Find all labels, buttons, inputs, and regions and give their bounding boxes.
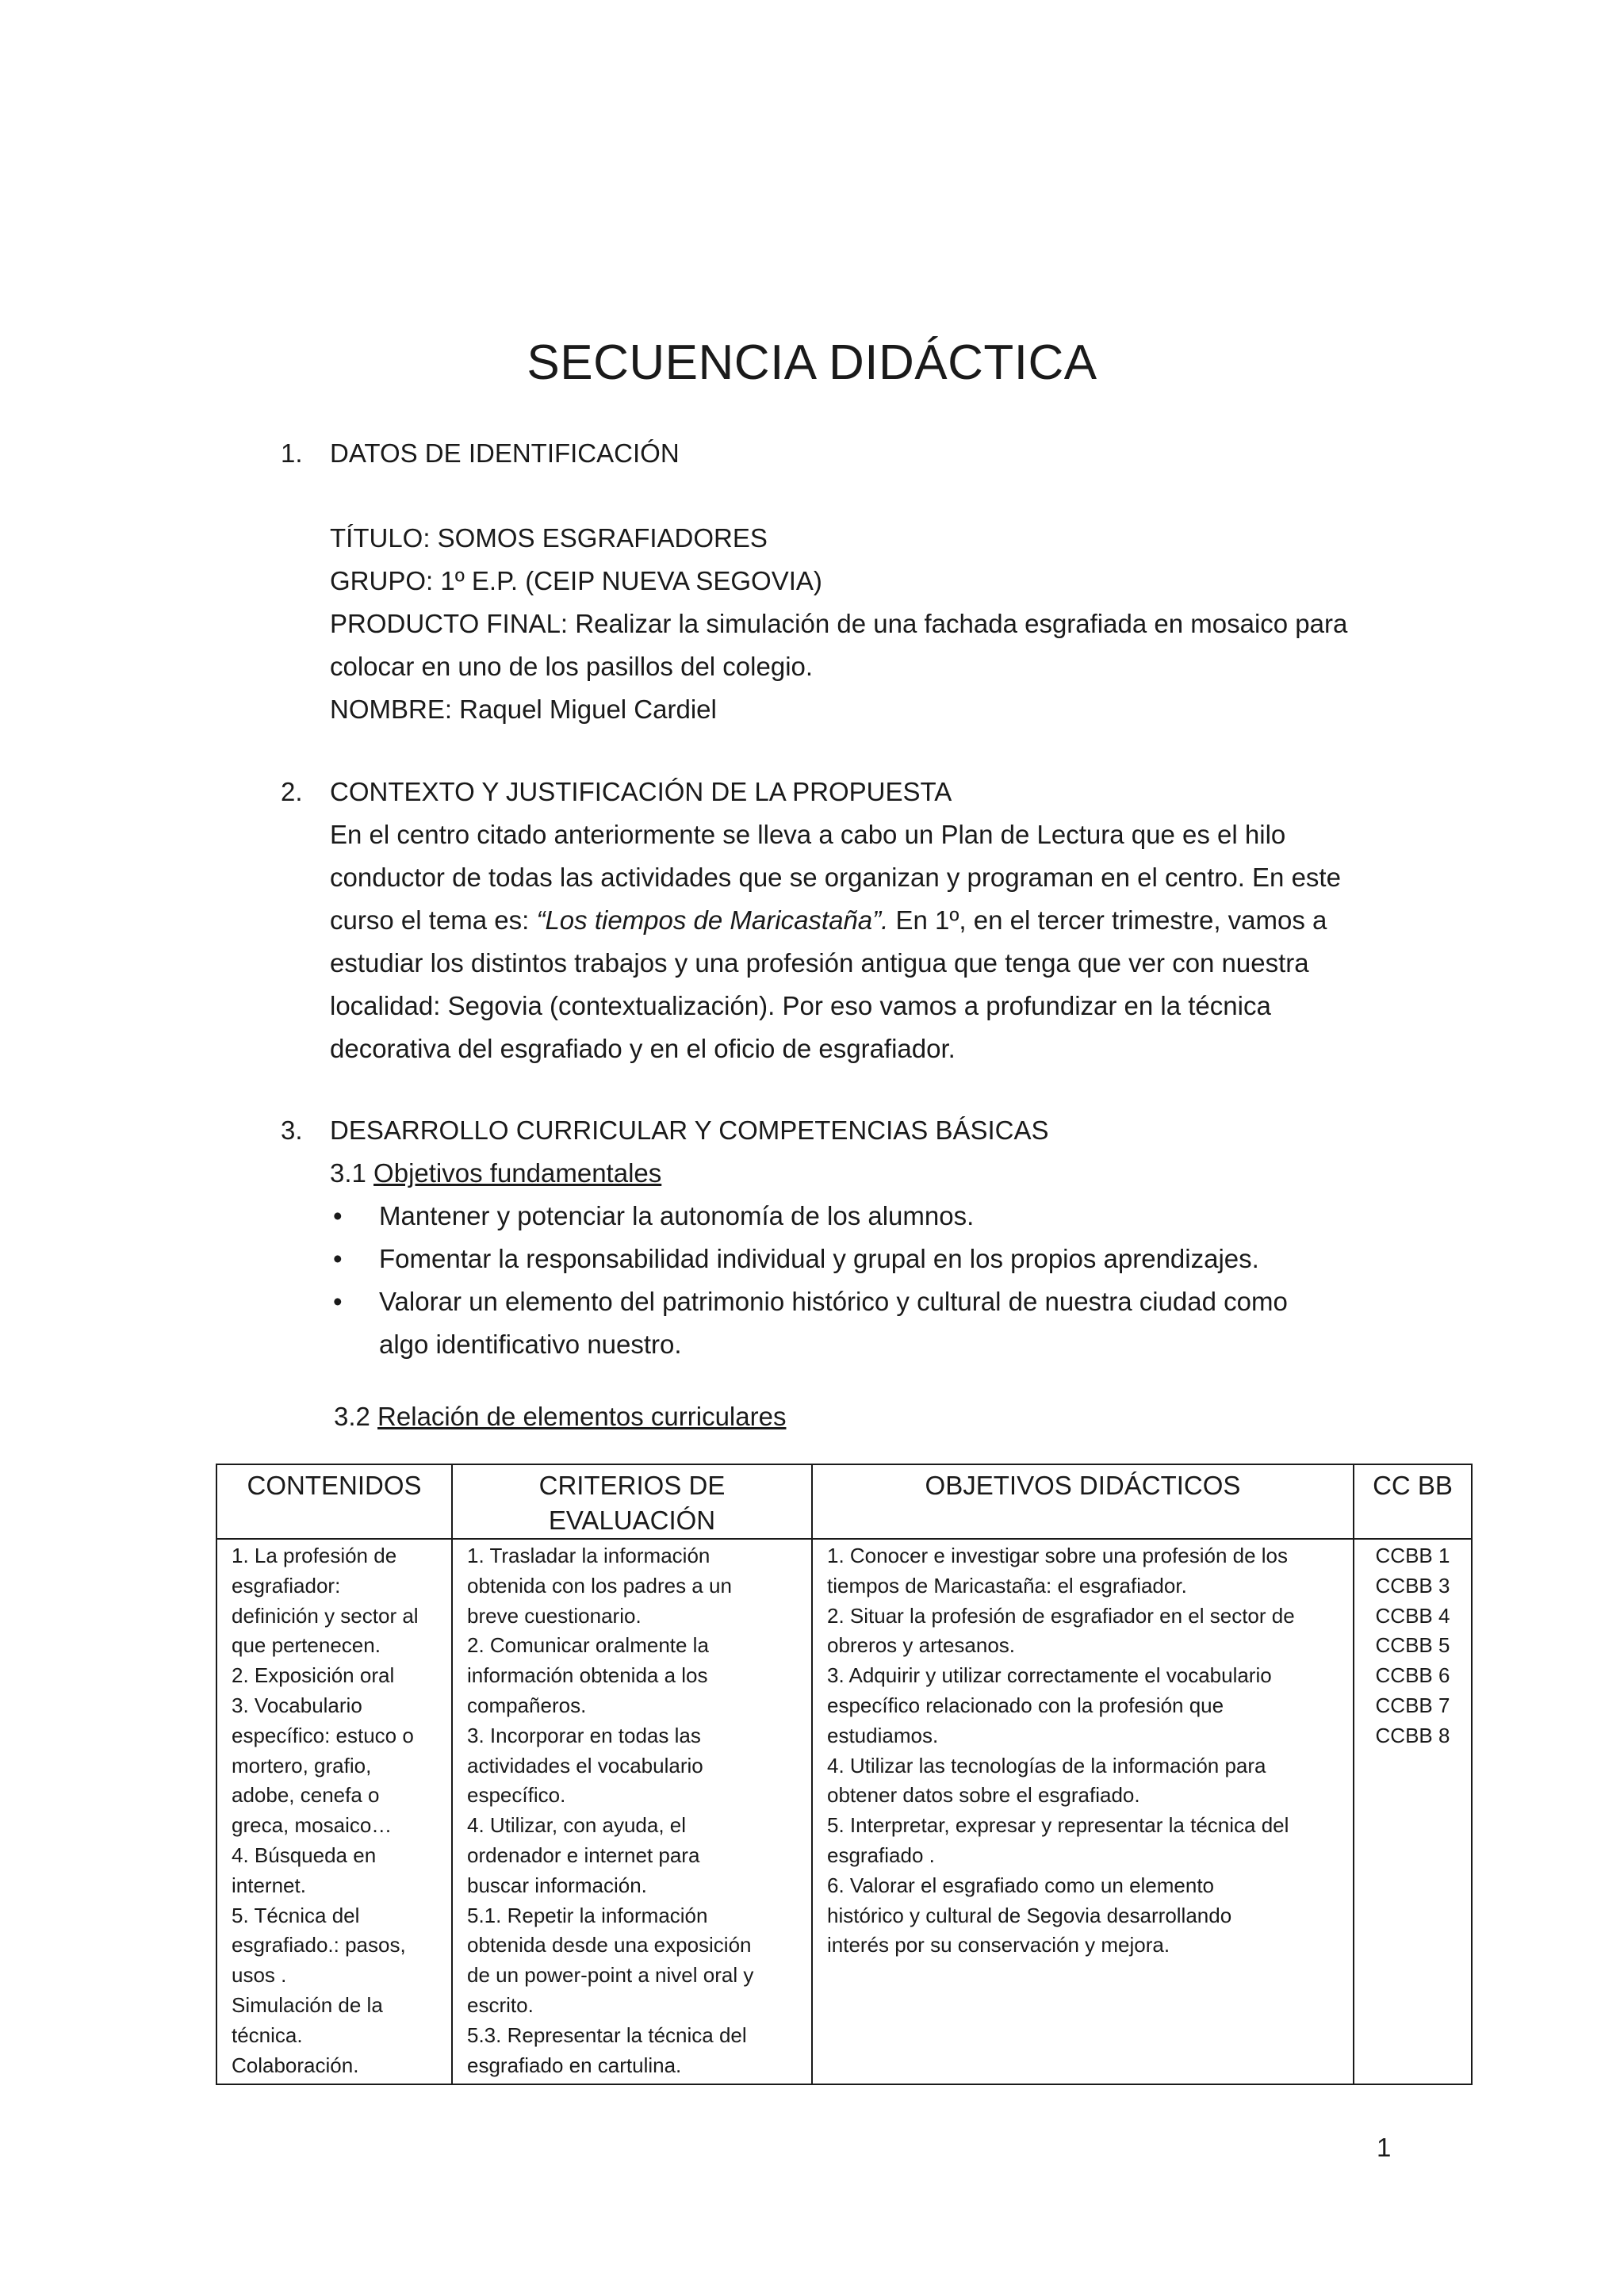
section-2-number: 2. (281, 777, 303, 806)
column-header-objetivos: OBJETIVOS DIDÁCTICOS (812, 1464, 1354, 1539)
section-1-heading (281, 432, 680, 475)
context-line: localidad: Segovia (contextualización). Por eso vamos a profundizar en la técnica (330, 991, 1271, 1020)
subsection-3-2 (334, 1395, 1420, 1438)
final-product-line-cont: colocar en uno de los pasillos del colegio. (330, 652, 814, 681)
page-number: 1 (1377, 2133, 1392, 2162)
section-3-title: DESARROLLO CURRICULAR Y COMPETENCIAS BÁSICAS (330, 1115, 1049, 1145)
subsection-3-1-title: Objetivos fundamentales (373, 1158, 662, 1188)
context-text: En 1º, en el tercer trimestre, vamos a (888, 905, 1327, 935)
context-line: estudiar los distintos trabajos y una profesión antigua que tenga que ver con nuestra (330, 948, 1309, 978)
section-1-title: DATOS DE IDENTIFICACIÓN (330, 438, 680, 468)
name-line: NOMBRE: Raquel Miguel Cardiel (330, 695, 717, 724)
objective-text: Mantener y potenciar la autonomía de los alumnos. (379, 1201, 975, 1230)
subsection-3-1 (330, 1152, 1416, 1195)
context-line: En el centro citado anteriormente se lleva a cabo un Plan de Lectura que es el hilo (330, 820, 1286, 849)
contenidos-cell: 1. La profesión de esgrafiador: definición y sector al que pertenecen. 2. Exposición oral 3. Vocabulario específico: estuco o mortero, grafio, adobe, cenefa o greca, mosaico… 4. Búsqueda en internet. 5. Técnica del esgrafiado.: pasos, usos . Simulación de la técnica. Colaboración. (216, 1539, 452, 2084)
ccbb-cell: CCBB 1 CCBB 3 CCBB 4 CCBB 5 CCBB 6 CCBB 7 CCBB 8 (1354, 1539, 1472, 2084)
table-header-row (216, 1464, 1472, 1539)
bullet-icon: • (333, 1201, 343, 1230)
theme-title: “Los tiempos de Maricastaña”. (536, 905, 889, 935)
context-line: conductor de todas las actividades que se organizan y programan en el centro. En este (330, 863, 1341, 892)
bullet-icon: • (333, 1244, 343, 1273)
title-line: TÍTULO: SOMOS ESGRAFIADORES (330, 523, 768, 553)
document-title: SECUENCIA DIDÁCTICA (527, 335, 1097, 390)
context-line: decorativa del esgrafiado y en el oficio de esgrafiador. (330, 1034, 956, 1063)
criterios-cell: 1. Trasladar la información obtenida con los padres a un breve cuestionario. 2. Comunicar oralmente la información obtenida a los compañeros. 3. Incorporar en todas las actividades el vocabulario específico. 4. Utilizar, con ayuda, el ordenador e internet para buscar información. 5.1. Repetir la información obtenida desde una exposición de un power-point a nivel oral y escrito. 5.3. Representar la técnica del esgrafiado en cartulina. (452, 1539, 812, 2084)
subsection-3-2-title: Relación de elementos curriculares (377, 1402, 787, 1431)
final-product-line: PRODUCTO FINAL: Realizar la simulación de una fachada esgrafiada en mosaico para (330, 609, 1348, 638)
objective-text: Fomentar la responsabilidad individual y grupal en los propios aprendizajes. (379, 1244, 1259, 1273)
list-item-continuation (330, 1323, 1416, 1366)
context-text: curso el tema es: (330, 905, 537, 935)
column-header-ccbb: CC BB (1354, 1464, 1472, 1539)
column-header-criterios: CRITERIOS DE EVALUACIÓN (452, 1464, 812, 1539)
section-2-heading (281, 771, 952, 813)
list-item (330, 1195, 1416, 1238)
subsection-3-1-number: 3.1 (330, 1158, 374, 1188)
section-3-heading (281, 1109, 1049, 1152)
section-3-number: 3. (281, 1115, 303, 1145)
curriculum-table (216, 1464, 1473, 2085)
context-line (330, 899, 1416, 942)
list-item (330, 1280, 1416, 1323)
table-row (216, 1539, 1472, 2084)
objective-text: Valorar un elemento del patrimonio histórico y cultural de nuestra ciudad como (379, 1287, 1288, 1316)
objective-text: algo identificativo nuestro. (379, 1330, 682, 1359)
objetivos-cell: 1. Conocer e investigar sobre una profesión de los tiempos de Maricastaña: el esgrafiador. 2. Situar la profesión de esgrafiador en el sector de obreros y artesanos. 3. Adquirir y utilizar correctamente el vocabulario específico relacionado con la profesión que estudiamos. 4. Utilizar las tecnologías de la información para obtener datos sobre el esgrafiado. 5. Interpretar, expresar y representar la técnica del esgrafiado . 6. Valorar el esgrafiado como un elemento histórico y cultural de Segovia desarrollando interés por su conservación y mejora. (812, 1539, 1354, 2084)
objectives-list (330, 1195, 1416, 1366)
list-item (330, 1238, 1416, 1280)
section-1-number: 1. (281, 438, 303, 468)
subsection-3-2-number: 3.2 (334, 1402, 378, 1431)
column-header-contenidos: CONTENIDOS (216, 1464, 452, 1539)
context-paragraph (330, 813, 1416, 1070)
group-line: GRUPO: 1º E.P. (CEIP NUEVA SEGOVIA) (330, 566, 822, 595)
identification-data (330, 517, 1416, 731)
bullet-icon: • (333, 1287, 343, 1316)
section-2-title: CONTEXTO Y JUSTIFICACIÓN DE LA PROPUESTA (330, 777, 952, 806)
